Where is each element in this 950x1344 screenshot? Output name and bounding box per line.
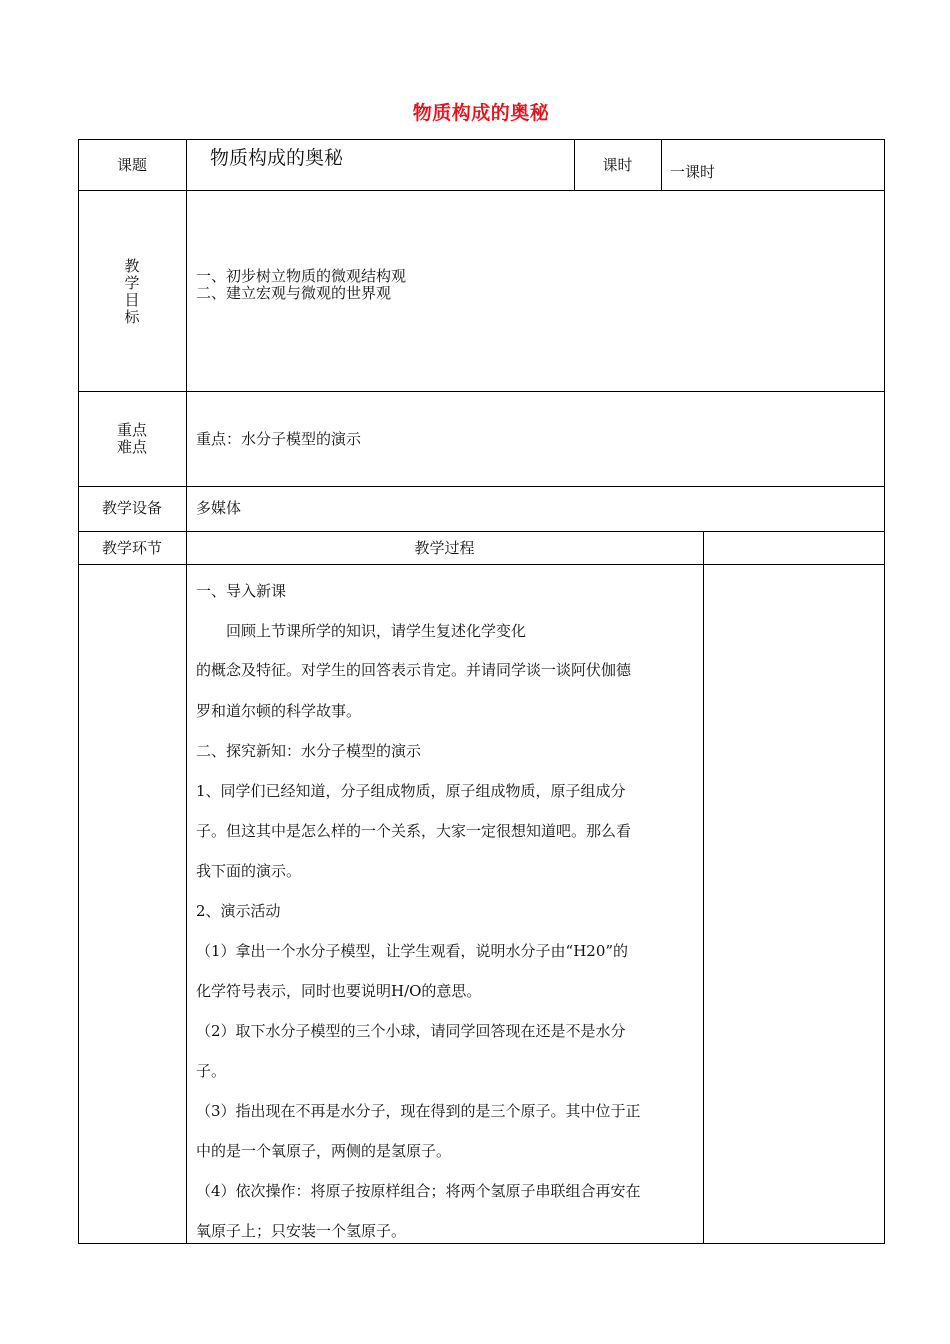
table-border-top: [78, 139, 885, 140]
goals-label-char: 学: [124, 274, 140, 292]
process-line: 中的是一个氧原子，两侧的是氢原子。: [196, 1142, 452, 1160]
process-line: 二、探究新知：水分子模型的演示: [196, 742, 422, 760]
process-line: 一、导入新课: [196, 582, 287, 600]
table-border-bottom: [78, 1243, 885, 1244]
process-line: 子。: [196, 1062, 227, 1080]
process-line: 化学符号表示，同时也要说明H/O的意思。: [196, 982, 482, 1000]
keypoints-label: [78, 422, 186, 456]
process-line: 子。但这其中是怎么样的一个关系，大家一定很想知道吧。那么看: [196, 822, 632, 840]
process-line: 回顾上节课所学的知识，请学生复述化学变化: [196, 622, 527, 640]
column-divider: [186, 139, 187, 1244]
goals-label-char: 目: [124, 291, 140, 309]
keypoints-label-line: 难点: [116, 438, 147, 456]
process-line: （1）拿出一个水分子模型，让学生观看，说明水分子由“H20”的: [196, 942, 629, 960]
document-title: 物质构成的奥秘: [412, 102, 550, 124]
process-line: （2）取下水分子模型的三个小球，请同学回答现在还是不是水分: [196, 1022, 626, 1040]
equipment-label: 教学设备: [101, 499, 162, 517]
row-divider: [78, 391, 885, 392]
goals-label-char: 标: [124, 308, 140, 326]
column-divider: [703, 531, 704, 1244]
process-line: 氧原子上；只安装一个氢原子。: [196, 1222, 407, 1240]
row-divider: [78, 190, 885, 191]
keypoints-value: 重点：水分子模型的演示: [196, 430, 362, 448]
goal-item: 一、初步树立物质的微观结构观: [196, 267, 407, 285]
goals-label: [78, 258, 186, 326]
equipment-value: 多媒体: [196, 499, 242, 517]
goals-label-char: 教: [124, 257, 140, 275]
process-line: （3）指出现在不再是水分子，现在得到的是三个原子。其中位于正: [196, 1102, 641, 1120]
topic-value: 物质构成的奥秘: [210, 147, 344, 169]
process-line: 2、演示活动: [196, 902, 281, 920]
table-border-right: [884, 139, 885, 1244]
row-divider: [78, 531, 885, 532]
process-line: 1、同学们已经知道，分子组成物质，原子组成物质，原子组成分: [196, 782, 626, 800]
column-divider: [661, 139, 662, 191]
process-line: 我下面的演示。: [196, 862, 302, 880]
process-header: 教学过程: [414, 539, 475, 557]
goal-item: 二、建立宏观与微观的世界观: [196, 284, 392, 302]
topic-label: 课题: [116, 156, 147, 174]
row-divider: [78, 564, 885, 565]
stage-header: 教学环节: [101, 539, 162, 557]
keypoints-label-line: 重点: [116, 421, 147, 439]
process-line: （4）依次操作：将原子按原样组合；将两个氢原子串联组合再安在: [196, 1182, 641, 1200]
process-line: 的概念及特征。对学生的回答表示肯定。并请同学谈一谈阿伏伽德: [196, 661, 632, 679]
period-value: 一课时: [670, 163, 716, 181]
process-line: 罗和道尔顿的科学故事。: [196, 702, 362, 720]
period-label: 课时: [602, 156, 633, 174]
row-divider: [78, 486, 885, 487]
